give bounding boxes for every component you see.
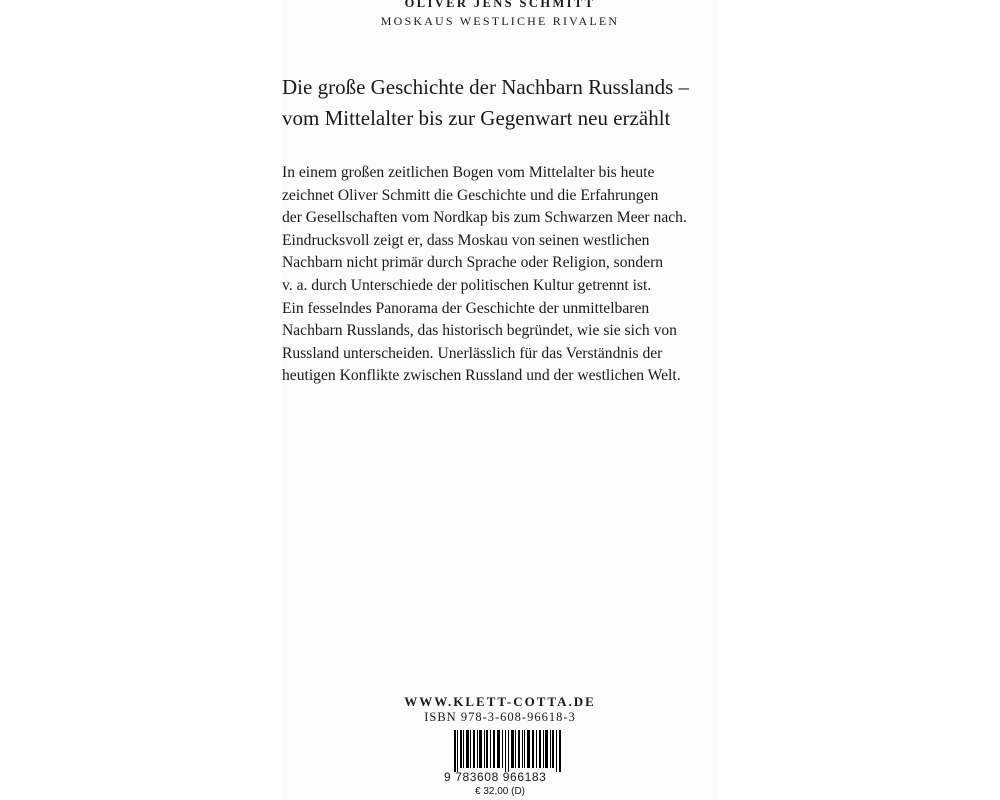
barcode-bars — [454, 730, 566, 772]
description-line: In einem großen zeitlichen Bogen vom Mittelalter bis heute — [282, 164, 655, 181]
publisher-website: WWW.KLETT-COTTA.DE — [404, 694, 596, 709]
description-line: Russland unterscheiden. Unerlässlich für das Verständnis der — [282, 344, 663, 362]
description-line: heutigen Konflikte zwischen Russland und der westlichen Welt. — [282, 367, 681, 385]
book-title: MOSKAUS WESTLICHE RIVALEN — [380, 14, 620, 28]
barcode — [444, 730, 566, 786]
price: € 32,00 (D) — [474, 786, 526, 797]
headline-line-1: Die große Geschichte der Nachbarn Russlands – — [282, 75, 690, 99]
author-name: OLIVER JENS SCHMITT — [404, 0, 596, 10]
headline-line-2: vom Mittelalter bis zur Gegenwart neu erzählt — [282, 106, 671, 130]
description-line: v. a. durch Unterschiede der politischen Kultur getrennt ist. — [282, 276, 652, 294]
isbn-number: ISBN 978-3-608-96618-3 — [424, 710, 576, 724]
description-line: Nachbarn nicht primär durch Sprache oder Religion, sondern — [282, 254, 664, 272]
description-line: Eindrucksvoll zeigt er, dass Moskau von seinen westlichen — [282, 231, 650, 249]
description-line: Ein fesselndes Panorama der Geschichte der unmittelbaren — [282, 299, 650, 317]
description-line: Nachbarn Russlands, das historisch begründet, wie sie sich von — [282, 322, 677, 340]
description-line: zeichnet Oliver Schmitt die Geschichte und die Erfahrungen — [282, 186, 659, 204]
headline — [282, 72, 722, 134]
book-back-cover — [282, 0, 718, 800]
barcode-digits: 9 783608 966183 — [444, 770, 547, 784]
description-line: der Gesellschaften vom Nordkap bis zum Schwarzen Meer nach. — [282, 209, 687, 227]
description — [282, 162, 722, 388]
